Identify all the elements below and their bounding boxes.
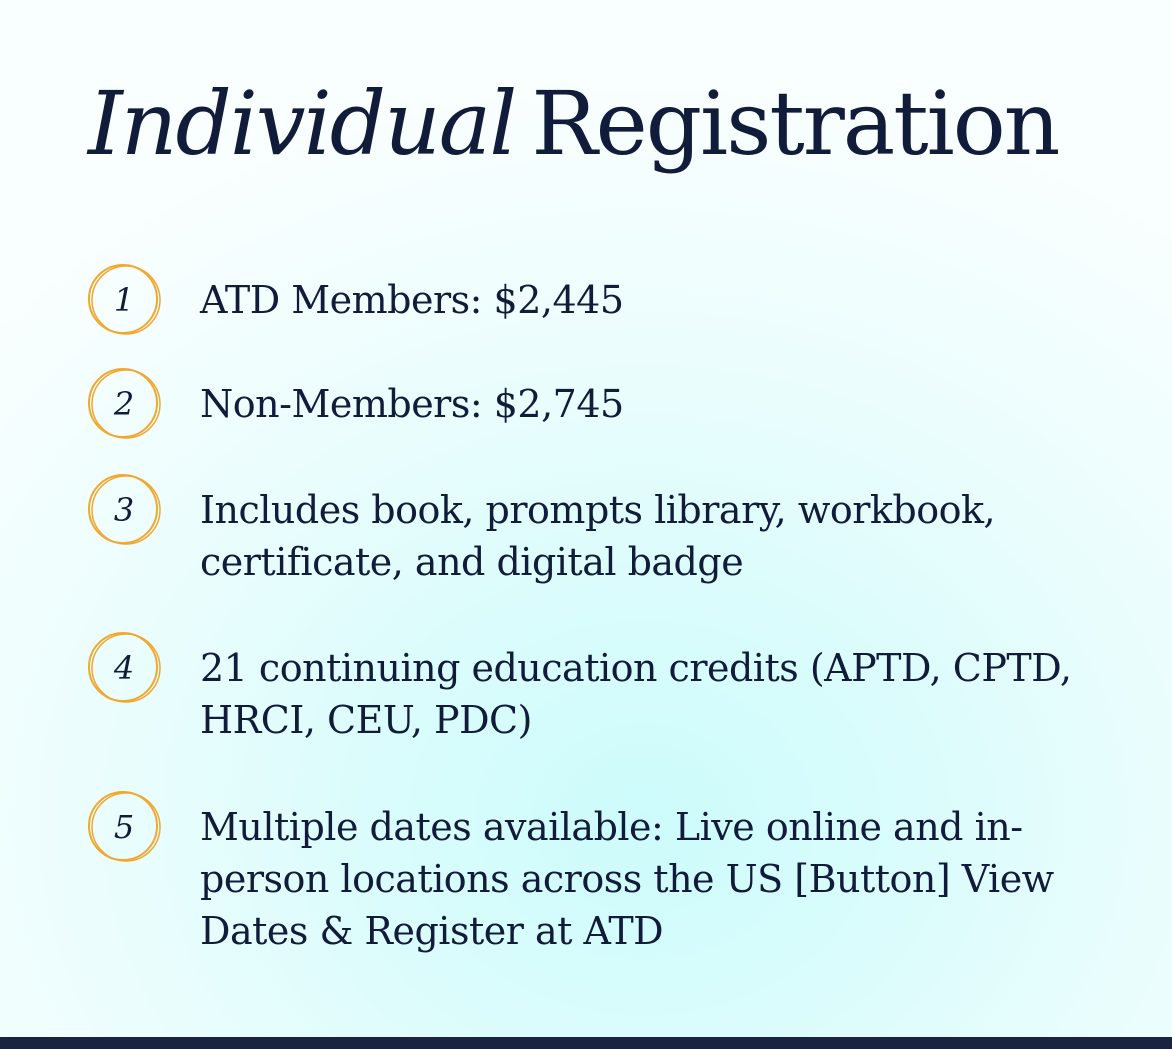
item-text: ATD Members: $2,445 (200, 278, 624, 322)
item-text: Includes book, prompts library, workbook, certificate, and digital badge (200, 488, 996, 584)
number-badge-icon (86, 630, 162, 706)
item-number: 4 (113, 649, 135, 687)
page-title-regular: Registration (531, 72, 1059, 175)
item-number: 1 (113, 281, 135, 319)
item-text: Multiple dates available: Live online and in-person locations across the US [Button] View Dates & Register at ATD (200, 805, 1054, 953)
item-text: 21 continuing education credits (APTD, CPTD, HRCI, CEU, PDC) (200, 646, 1072, 742)
number-badge-icon (86, 262, 162, 338)
item-number: 2 (113, 385, 135, 423)
page-title-italic: Individual (88, 72, 516, 175)
number-badge-icon (86, 472, 162, 548)
bottom-bar (0, 1037, 1172, 1049)
item-number: 5 (113, 808, 135, 846)
number-badge-icon (86, 789, 162, 865)
item-number: 3 (113, 491, 135, 529)
number-badge-icon (86, 366, 162, 442)
item-text: Non-Members: $2,745 (200, 382, 624, 426)
page-title (88, 72, 1059, 175)
